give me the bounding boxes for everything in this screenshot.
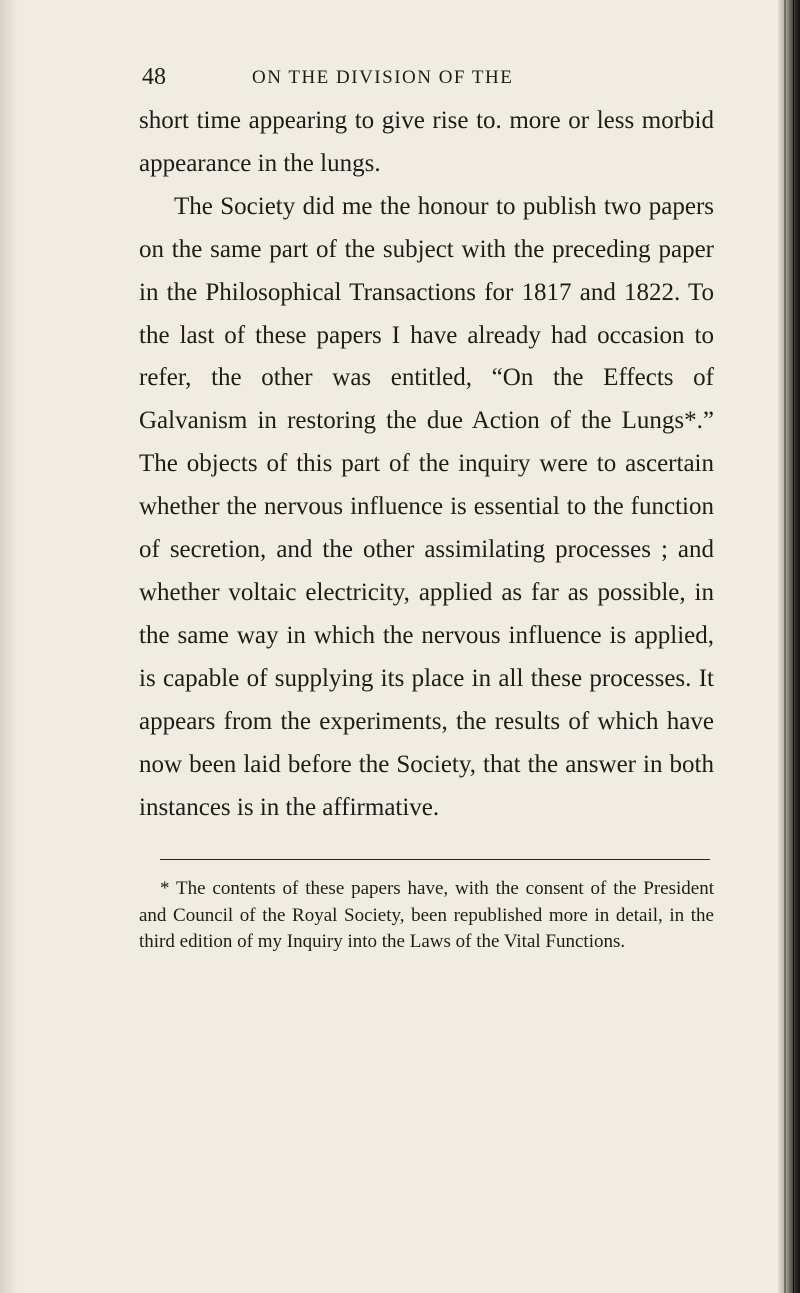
- book-spine-edge: [778, 0, 800, 1293]
- spine-line: [784, 0, 786, 1293]
- spine-edge-line: [793, 0, 794, 1293]
- footnote-rule: [160, 859, 710, 860]
- footnote: [139, 876, 714, 956]
- page-left-shadow: [0, 0, 18, 1293]
- page-number: 48: [142, 64, 166, 90]
- running-head: ON THE DIVISION OF THE: [252, 67, 514, 88]
- footnote-text: * The contents of these papers have, with the consent of the President and Council of the Royal Society, been republished more in detail, in the third edition of my Inquiry into the Laws of the Vital Functions.: [139, 878, 714, 952]
- paragraph-1: short time appearing to give rise to. more or less morbid appearance in the lungs.: [139, 107, 714, 177]
- body-text: [139, 100, 714, 829]
- paragraph-2: The Society did me the honour to publish two papers on the same part of the subject with the preceding paper in the Philosophical Transactions for 1817 and 1822. To the last of these papers I have already had occasion to refer, the other was entitled, “On the Effects of Galvanism in restoring the due Action of the Lungs*.” The objects of this part of the inquiry were to ascertain whether the nervous influence is essential to the function of secretion, and the other assimilating processes ; and whether voltaic electricity, applied as far as possible, in the same way in which the nervous influence is applied, is capable of supplying its place in all these processes. It appears from the experiments, the results of which have now been laid before the Society, that the answer in both instances is in the affirmative.: [139, 192, 714, 821]
